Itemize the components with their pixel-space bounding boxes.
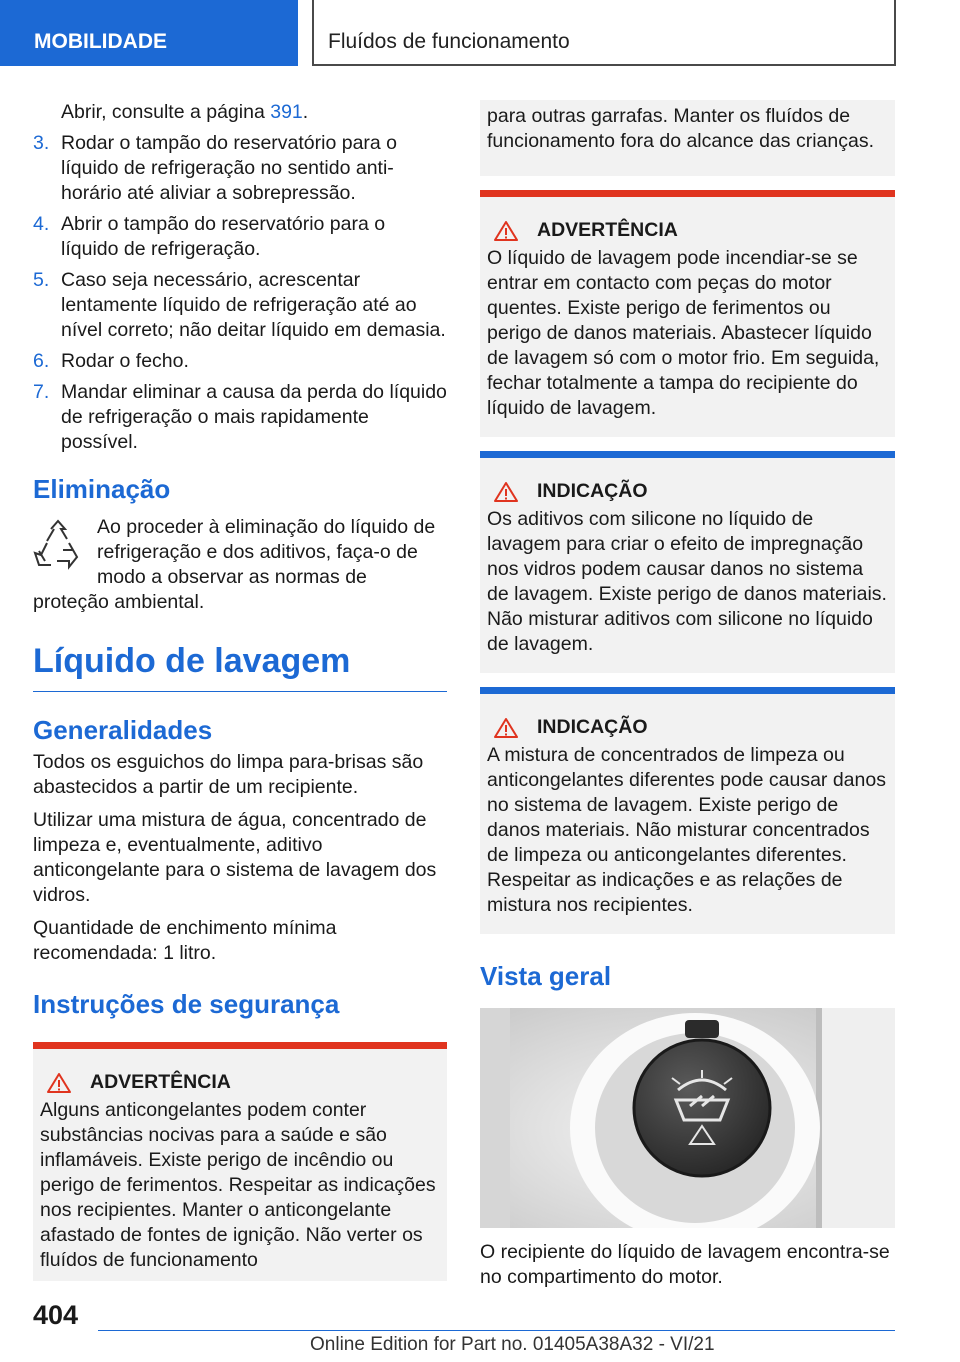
- note-text: A mistura de concentrados de limpeza ou anticongelantes diferentes pode causar danos no sistema de lavagem. Existe perigo de danos materiais. Não misturar concentrados de limpeza ou anticongelantes diferentes. Respeitar as indicações e as relações de mistura nos recipientes.: [487, 744, 886, 916]
- warning-triangle-icon: [46, 1072, 72, 1094]
- left-column: [33, 100, 447, 1281]
- safety-heading: Instruções de segurança: [33, 989, 340, 1019]
- main-heading-wrap: [33, 641, 447, 692]
- warning-text: Alguns anticongelantes podem conter substâncias nocivas para a saúde e são inflamáveis. Existe perigo de incêndio ou perigo de ferimentos. Respeitar as indicações nos recipientes. Manter o anticongelante afastado de fontes de ignição. Não verter os fluídos de funcionamento: [40, 1099, 436, 1271]
- list-item: 6. Rodar o fecho.: [33, 350, 189, 372]
- list-item: 7. Mandar eliminar a causa da perda do líquido de refrigeração o mais rapidamente possível.: [33, 381, 447, 453]
- intro-text: Abrir, consulte a página 391.: [61, 101, 309, 123]
- general-paragraph: Todos os esguichos do limpa para-brisas são abastecidos a partir de um recipiente.: [33, 751, 424, 798]
- warning-triangle-icon: [493, 717, 519, 739]
- note-label: INDICAÇÃO: [537, 480, 648, 502]
- warning-triangle-icon: [493, 220, 519, 242]
- note-box: [480, 451, 895, 673]
- note-box: [480, 687, 895, 934]
- list-item: 4. Abrir o tampão do reservatório para o líquido de refrigeração.: [33, 213, 386, 260]
- washer-reservoir-photo: [480, 1008, 895, 1228]
- chapter-title: Fluídos de funcionamento: [312, 0, 896, 66]
- disposal-heading: Eliminação: [33, 474, 171, 504]
- disposal-text: Ao proceder à eliminação do líquido de refrigeração e dos aditivos, faça-o de modo a observar as normas de proteção ambiental.: [33, 516, 436, 613]
- general-paragraph: Quantidade de enchimento mínima recomendada: 1 litro.: [33, 917, 337, 964]
- warning-text-continued: para outras garrafas. Manter os fluídos de funcionamento fora do alcance das crianças.: [487, 105, 874, 152]
- warning-box-continued: [480, 100, 895, 176]
- warning-text: O líquido de lavagem pode incendiar-se se entrar em contacto com peças do motor quentes. Existe perigo de ferimentos ou perigo de danos materiais. Abastecer líquido de lavagem só com o motor frio. Em seguida, fechar totalmente a tampa do recipiente do líquido de lavagem.: [487, 247, 880, 419]
- warning-box: [33, 1042, 447, 1281]
- list-item: 3. Rodar o tampão do reservatório para o líquido de refrigeração no sentido anti-horário até aliviar a sobrepressão.: [33, 132, 398, 204]
- warning-triangle-icon: [493, 481, 519, 503]
- footer-divider: [98, 1330, 895, 1331]
- right-column: [480, 100, 895, 1290]
- edition-text: Online Edition for Part no. 01405A38A32 - VI/21: [310, 1334, 715, 1355]
- general-paragraph: Utilizar uma mistura de água, concentrado de limpeza e, eventualmente, aditivo anticongelante para o sistema de lavagem dos vidros.: [33, 809, 437, 906]
- general-heading: Generalidades: [33, 715, 213, 745]
- disposal-section: [33, 473, 447, 615]
- recycle-icon: [33, 517, 83, 577]
- note-label: INDICAÇÃO: [537, 716, 648, 738]
- page-number: 404: [33, 1300, 79, 1330]
- page-title: Líquido de lavagem: [33, 642, 351, 680]
- warning-box: [480, 190, 895, 437]
- page-header: [0, 0, 960, 66]
- list-item: 5. Caso seja necessário, acrescentar lentamente líquido de refrigeração até ao nível correto; não deitar líquido em demasia.: [33, 269, 446, 341]
- photo-caption: O recipiente do líquido de lavagem encontra-se no compartimento do motor.: [480, 1241, 890, 1288]
- warning-label: ADVERTÊNCIA: [90, 1071, 231, 1093]
- warning-label: ADVERTÊNCIA: [537, 219, 678, 241]
- overview-heading: Vista geral: [480, 961, 612, 991]
- page-link[interactable]: 391: [270, 101, 303, 123]
- note-text: Os aditivos com silicone no líquido de lavagem para criar o efeito de impregnação nos vidros podem causar danos no sistema de lavagem. Existe perigo de danos materiais. Não misturar aditivos com silicone no líquido de lavagem.: [487, 508, 887, 655]
- steps-list: [33, 131, 447, 455]
- section-tab[interactable]: MOBILIDADE: [0, 0, 298, 66]
